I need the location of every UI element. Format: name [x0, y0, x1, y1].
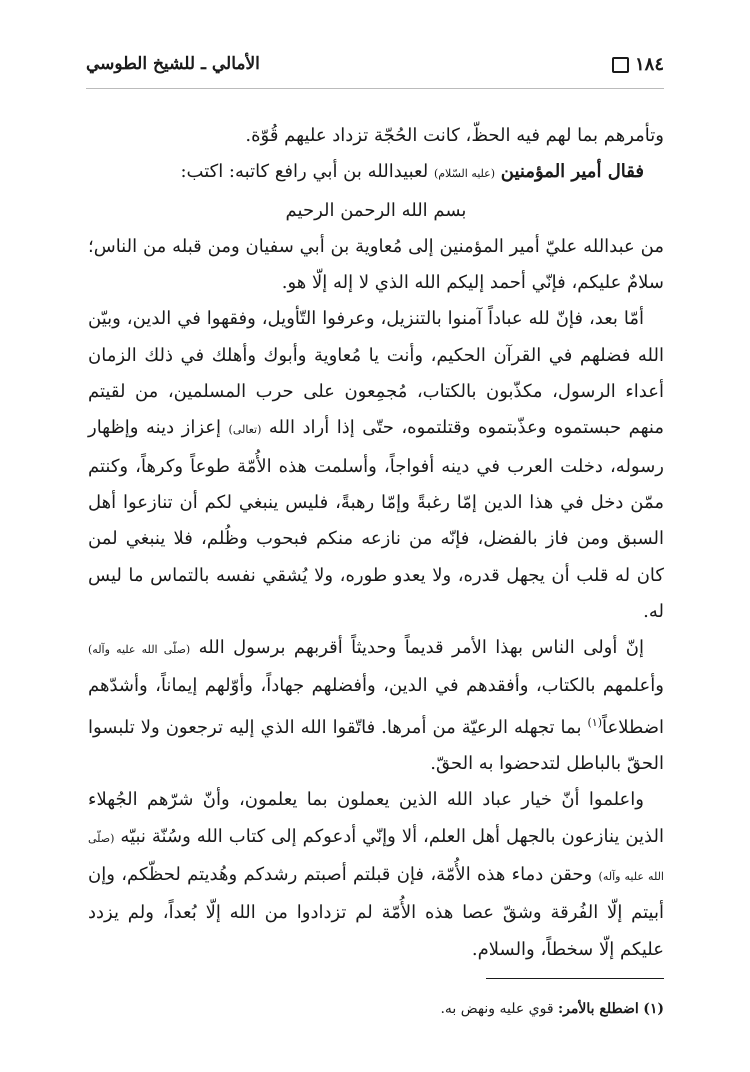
paragraph-closing [88, 782, 664, 967]
honorific: (صلّى الله عليه وآله) [88, 643, 191, 657]
running-title: الأمالي ـ للشيخ الطوسي [86, 54, 260, 74]
honorific: (تعالى) [228, 423, 262, 437]
paragraph-precedence [88, 630, 664, 782]
footnote-rule [486, 978, 664, 979]
text-segment: إعزاز دينه وإظهار رسوله، دخلت العرب في دينه أفواجاً، وأسلمت هذه الأُمّة طوعاً وكرهاً، وكنتم ممّن دخل في هذا الدين إمّا رغبةً وإمّا رهبةً، فليس ينبغي لكم أن تنازعوا أهل السبق ومن فاز بالفضل، فإنّه من نازعه منكم فبحوب وظُلم، فلا ينبغي لمن كان له قلب أن يجهل قدره، ولا يعدو طوره، ولا يُشقي نفسه بالتماس ما ليس له. [88, 417, 664, 622]
text-segment: أمّا بعد، فإنّ لله عباداً آمنوا بالتنزيل، وعرفوا التّأويل، وفقهوا في الدين، وبيّن الله فضلهم في القرآن الحكيم، وأنت يا مُعاوية وأبوك وأهلك في ذلك الزمان أعداء الرسول، مكذّبون بالكتاب، مُجمِعون على حرب المسلمين، من لقيتم منهم حبستموه وعذّبتموه وقتلتموه، حتّى إذا أراد الله [88, 308, 664, 439]
footnote-term: اضطلع بالأمر: [558, 1001, 639, 1017]
text-segment: فقال أمير المؤمنين [500, 161, 644, 183]
paragraph-salutation: من عبدالله عليّ أمير المؤمنين إلى مُعاوية بن أبي سفيان ومن قبله من الناس؛ سلامٌ عليكم، فإنّي أحمد إليكم الله الذي لا إله إلّا هو. [88, 235, 664, 294]
text-segment: لعبيدالله بن أبي رافع كاتبه: اكتب: [180, 161, 429, 183]
footnote [88, 998, 664, 1020]
paragraph-intro: وتأمرهم بما لهم فيه الحظّ، كانت الحُجّة تزداد عليهم قُوّة. [245, 125, 664, 146]
page-header [86, 52, 664, 82]
footnote-text: قوي عليه ونهض به. [440, 1001, 554, 1017]
paragraph-command [88, 154, 664, 192]
page-number-box [612, 54, 664, 75]
page-number: ١٨٤ [634, 54, 664, 75]
text-segment: وحقن دماء هذه الأُمّة، فإن قبلتم أصبتم رشدكم وهُديتم لحظّكم، وإن أبيتم إلّا الفُرقة وشقّ عصا هذه الأُمّة لم تزدادوا من الله إلّا بُعداً، ولم يزدد عليكم إلّا سخطاً، والسلام. [88, 863, 664, 960]
text-segment: واعلموا أنّ خيار عباد الله الذين يعملون بما يعلمون، وأنّ شرّهم الجُهلاء الذين ينازعون بالجهل أهل العلم، ألا وإنّي أدعوكم إلى كتاب الله وسُنّة نبيّه [88, 789, 664, 847]
footnote-reference[interactable]: (١) [587, 715, 602, 729]
basmala: بسم الله الرحمن الرحيم [285, 199, 467, 221]
text-segment: إنّ أولى الناس بهذا الأمر قديماً وحديثاً أقربهم برسول الله [198, 637, 644, 659]
honorific: (عليه السّلام) [433, 167, 496, 181]
header-rule [86, 88, 664, 89]
honorific: (صلّى الله عليه وآله) [88, 831, 664, 883]
text-segment: وأعلمهم بالكتاب، وأفقدهم في الدين، وأفضلهم جهاداً، وأوّلهم إيماناً، وأشدّهم اضطلاعاً [88, 675, 664, 738]
footnote-marker: (١) [643, 1001, 664, 1017]
paragraph-history [88, 301, 664, 630]
square-icon [612, 57, 629, 73]
main-text [88, 118, 664, 968]
text-segment: بما تجهله الرعيّة من أمرها. فاتّقوا الله الذي إليه ترجعون ولا تلبسوا الحقّ بالباطل لتدحضوا به الحقّ. [88, 716, 664, 775]
